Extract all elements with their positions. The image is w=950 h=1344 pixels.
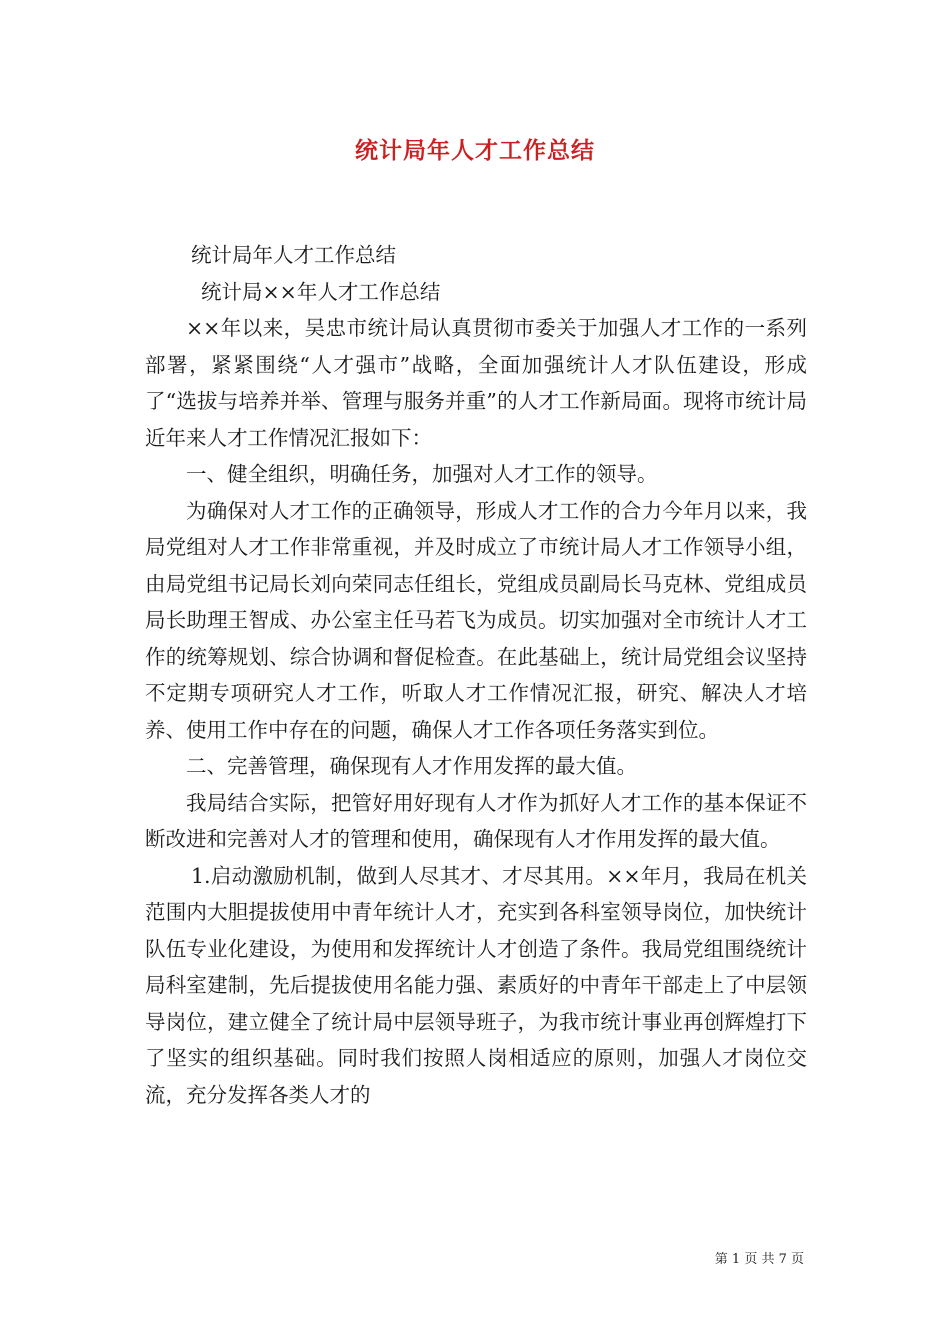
page-number: 第 1 页 共 7 页 <box>714 1252 804 1267</box>
paragraph-heading: 统计局年人才工作总结 <box>191 243 396 267</box>
paragraph-body: 为确保对人才工作的正确领导，形成人才工作的合力今年月以来，我局党组对人才工作非常重视，并及时成立了市统计局人才工作领导小组，由局党组书记局长刘向荣同志任组长，党组成员副局长马克林、党组成员局长助理王智成、办公室主任马若飞为成员。切实加强对全市统计人才工作的统筹规划、综合协调和督促检查。在此基础上，统计局党组会议坚持不定期专项研究人才工作，听取人才工作情况汇报，研究、解决人才培养、使用工作中存在的问题，确保人才工作各项任务落实到位。 <box>145 498 807 742</box>
paragraph-body: 我局结合实际，把管好用好现有人才作为抓好人才工作的基本保证不断改进和完善对人才的管理和使用，确保现有人才作用发挥的最大值。 <box>145 790 807 851</box>
document-body <box>145 237 807 1113</box>
paragraph-intro: ××年以来，吴忠市统计局认真贯彻市委关于加强人才工作的一系列部署，紧紧围绕“人才强市”战略，全面加强统计人才队伍建设，形成了“选拔与培养并举、管理与服务并重”的人才工作新局面。现将市统计局近年来人才工作情况汇报如下： <box>145 316 807 450</box>
paragraph-section-one: 一、健全组织，明确任务，加强对人才工作的领导。 <box>186 462 658 486</box>
page-title: 统计局年人才工作总结 <box>355 138 595 164</box>
paragraph-item-one: 1.启动激励机制，做到人尽其才、才尽其用。××年月，我局在机关范围内大胆提拔使用中青年统计人才，充实到各科室领导岗位，加快统计队伍专业化建设，为使用和发挥统计人才创造了条件。我局党组围绕统计局科室建制，先后提拔使用名能力强、素质好的中青年干部走上了中层领导岗位，建立健全了统计局中层领导班子，为我市统计事业再创辉煌打下了坚实的组织基础。同时我们按照人岗相适应的原则，加强人才岗位交流，充分发挥各类人才的 <box>145 863 807 1107</box>
paragraph-subheading: 统计局××年人才工作总结 <box>201 279 441 304</box>
paragraph-section-two: 二、完善管理，确保现有人才作用发挥的最大值。 <box>186 754 637 778</box>
